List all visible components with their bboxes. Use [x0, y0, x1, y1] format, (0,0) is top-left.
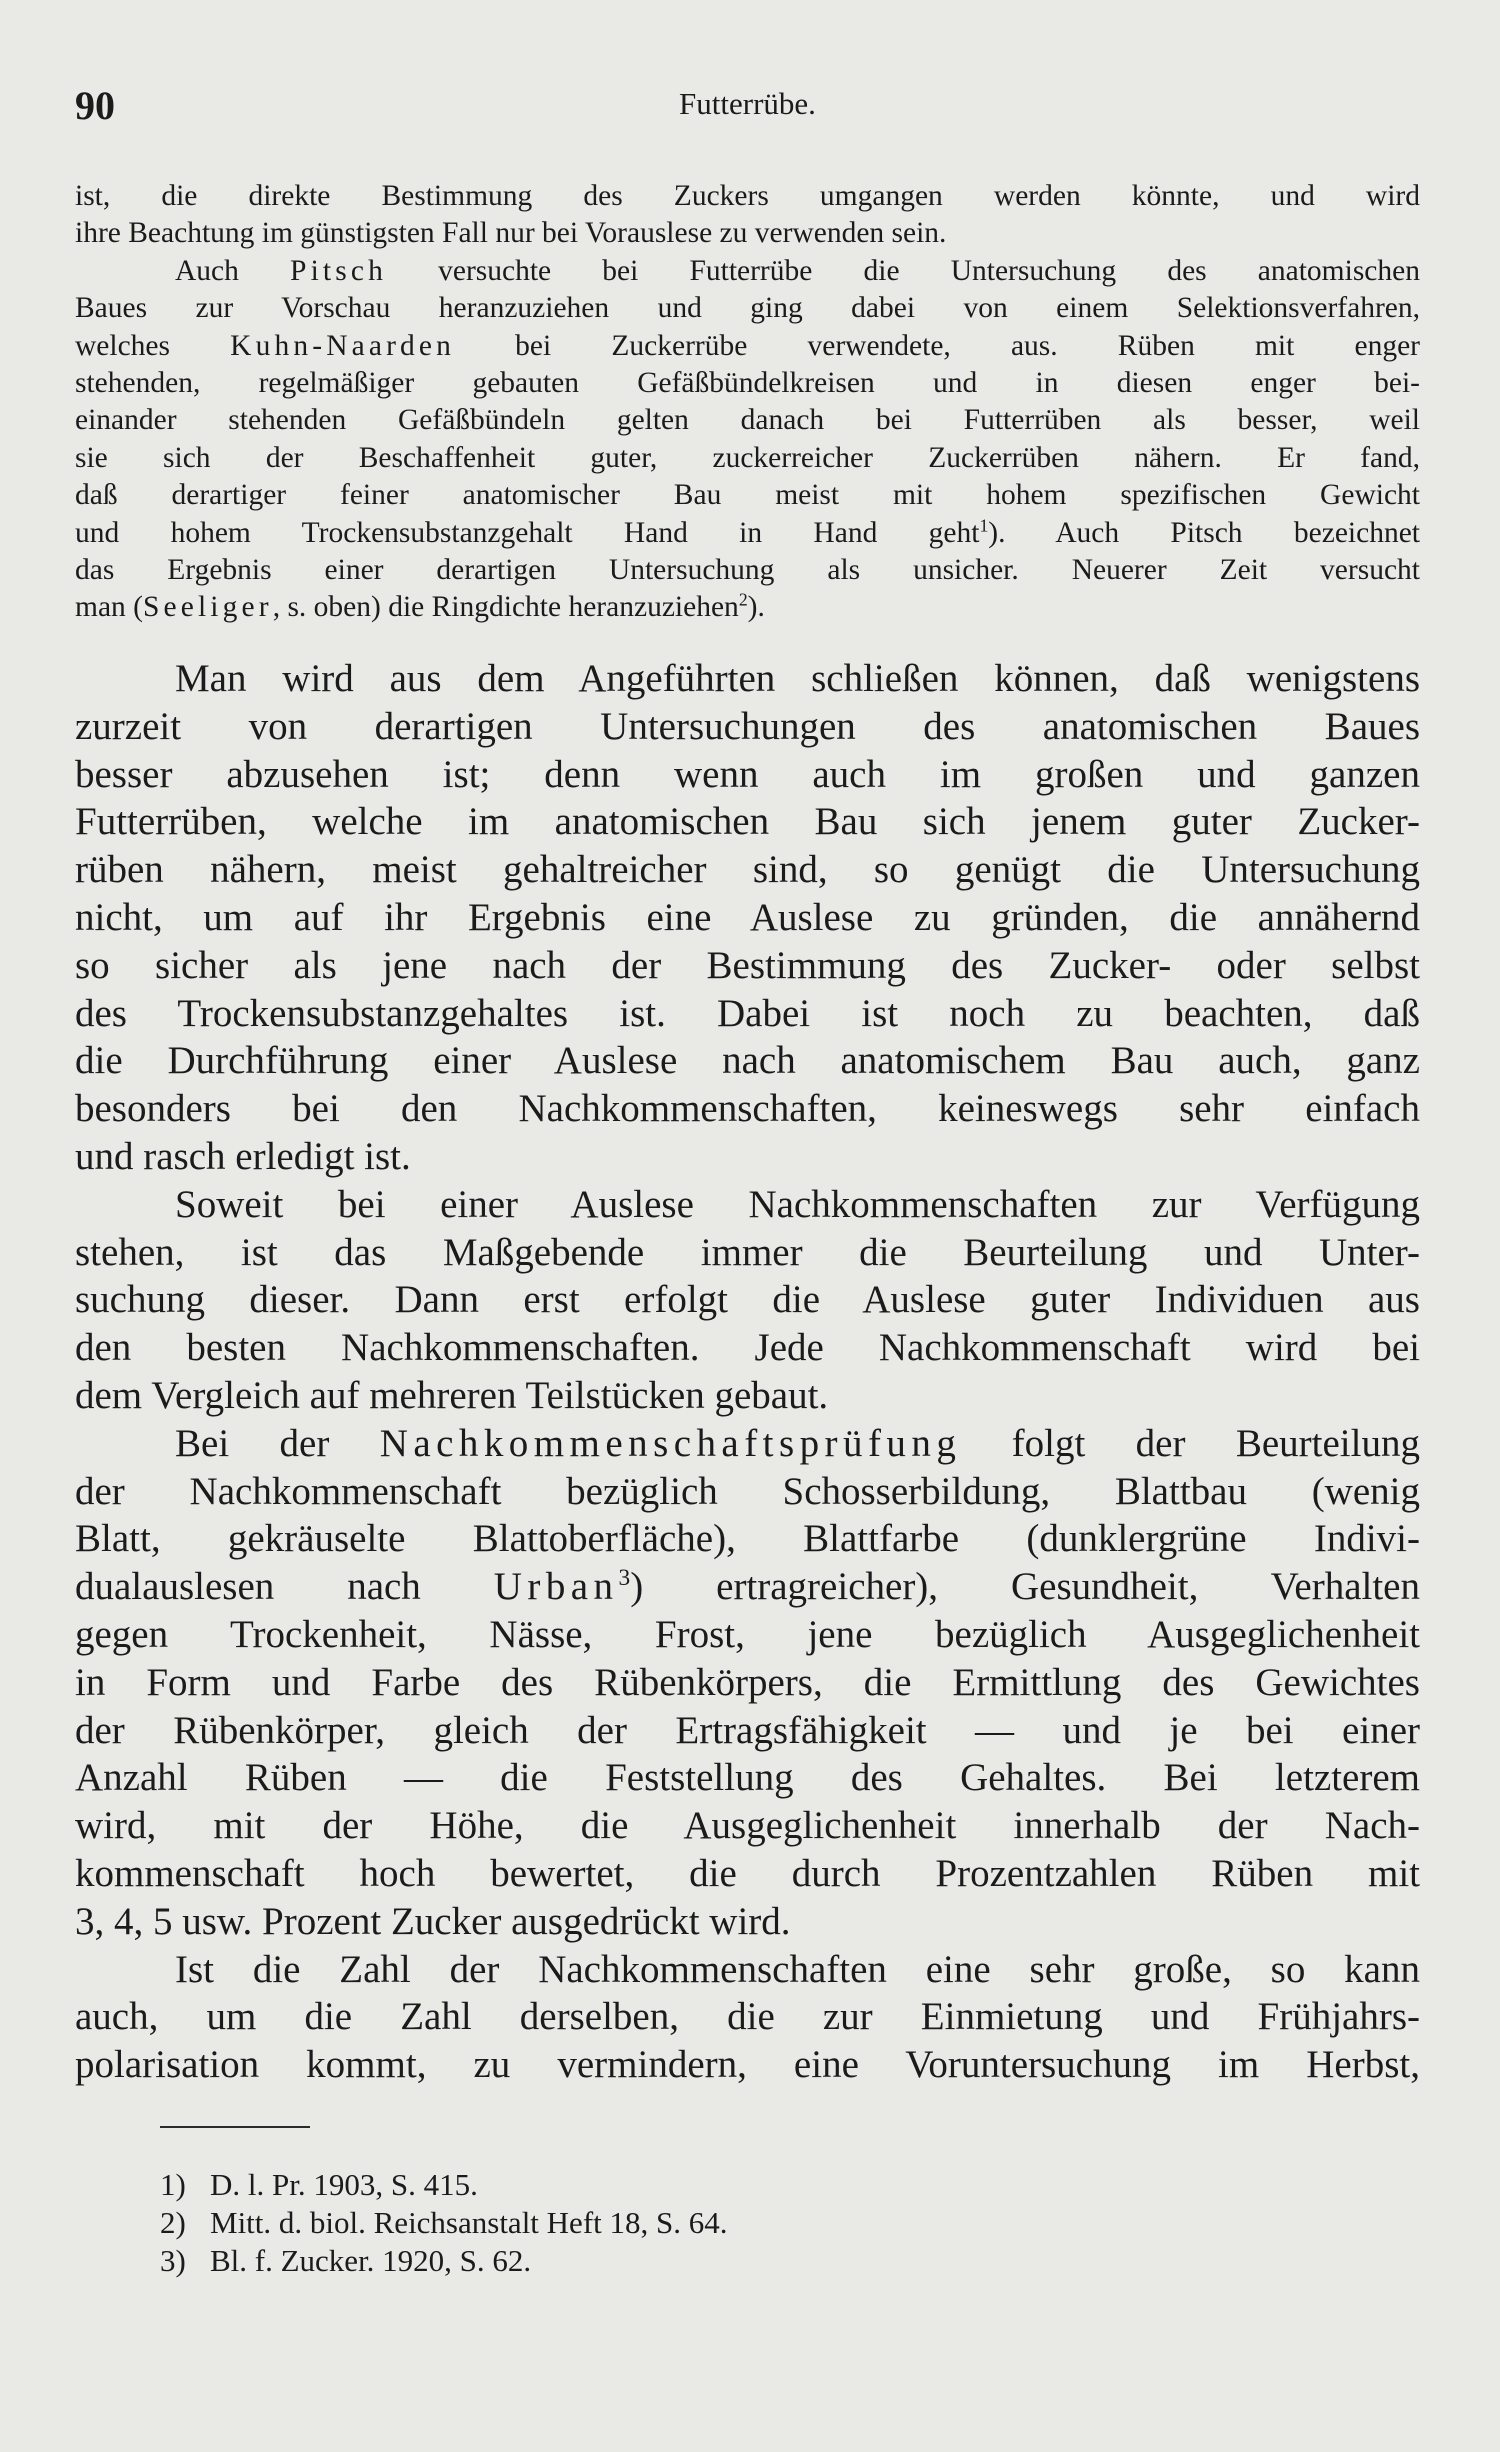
- text-line: wird, mit der Höhe, die Ausgeglichenheit innerhalb der Nach-: [75, 1804, 1420, 1848]
- text-line: stehen, ist das Maßgebende immer die Beurteilung und Unter-: [75, 1230, 1420, 1274]
- text-line: dualauslesen nach Urban$^3$) ertragreicher), Gesundheit, Verhalten: [75, 1565, 1420, 1609]
- text-line: Man wird aus dem Angeführten schließen können, daß wenigstens: [175, 657, 1420, 700]
- spaced-term: Nachkommenschaftsprüfung: [379, 1421, 962, 1465]
- text-line: des Trockensubstanzgehaltes ist. Dabei ist noch zu beachten, daß: [75, 991, 1420, 1035]
- page-header: [75, 82, 1420, 132]
- footnote-mark: 1): [160, 2167, 186, 2202]
- text-line: Futterrüben, welche im anatomischen Bau sich jenem guter Zucker-: [75, 800, 1420, 844]
- text-line: rüben nähern, meist gehaltreicher sind, so genügt die Untersuchung: [75, 848, 1420, 892]
- text-line: ist, die direkte Bestimmung des Zuckers umgangen werden könnte, und wird: [75, 180, 1420, 212]
- footnote-ref: 2: [738, 589, 748, 610]
- text-line: dem Vergleich auf mehreren Teilstücken gebaut.: [75, 1373, 829, 1417]
- text-line: besonders bei den Nachkommenschaften, keineswegs sehr einfach: [75, 1087, 1420, 1131]
- text-line: Baues zur Vorschau heranzuziehen und ging dabei von einem Selektionsverfahren,: [75, 292, 1420, 325]
- author-name: Kuhn-Naarden: [230, 329, 456, 362]
- text-line: den besten Nachkommenschaften. Jede Nachkommenschaft wird bei: [75, 1326, 1420, 1370]
- footnote-divider: [160, 2126, 310, 2128]
- footnote-text: Mitt. d. biol. Reichsanstalt Heft 18, S. 64.: [210, 2205, 728, 2240]
- text-line: 3, 4, 5 usw. Prozent Zucker ausgedrückt wird.: [75, 1899, 791, 1943]
- text-line: gegen Trockenheit, Nässe, Frost, jene bezüglich Ausgeglichenheit: [75, 1612, 1420, 1656]
- footnote-ref: 3: [618, 1565, 631, 1592]
- text-line: Bei der Nachkommenschaftsprüfung folgt der Beurteilung: [175, 1421, 1420, 1465]
- text-line: und hohem Trockensubstanzgehalt Hand in Hand geht$^1$). Auch Pitsch bezeichnet: [75, 515, 1420, 549]
- text-line: der Rübenkörper, gleich der Ertragsfähigkeit — und je bei einer: [75, 1708, 1420, 1752]
- text-line: stehenden, regelmäßiger gebauten Gefäßbündelkreisen und in diesen enger bei-: [75, 367, 1420, 400]
- text-line: man (Seeliger, s. oben) die Ringdichte heranzuziehen$^2$).: [75, 589, 765, 624]
- footnote: [160, 2204, 728, 2242]
- text-line: suchung dieser. Dann erst erfolgt die Auslese guter Individuen aus: [75, 1278, 1420, 1322]
- footnote-ref: 1: [979, 515, 989, 536]
- text-line: auch, um die Zahl derselben, die zur Einmietung und Frühjahrs-: [75, 1995, 1420, 2039]
- author-name: Seeliger: [143, 591, 273, 624]
- text-line: so sicher als jene nach der Bestimmung des Zucker- oder selbst: [75, 943, 1420, 987]
- text-line: Auch Pitsch versuchte bei Futterrübe die Untersuchung des anatomischen: [175, 254, 1420, 287]
- footnotes: [160, 2166, 728, 2280]
- running-title: Futterrübe.: [679, 86, 816, 121]
- text-line: Ist die Zahl der Nachkommenschaften eine sehr große, so kann: [175, 1947, 1420, 1991]
- footnote: [160, 2242, 728, 2280]
- text-line: welches Kuhn-Naarden bei Zuckerrübe verwendete, aus. Rüben mit enger: [75, 329, 1420, 362]
- text-line: Blatt, gekräuselte Blattoberfläche), Blattfarbe (dunklergrüne Indivi-: [75, 1517, 1420, 1561]
- body-text: [75, 655, 1420, 2089]
- text-line: Soweit bei einer Auslese Nachkommenschaften zur Verfügung: [175, 1182, 1420, 1226]
- text-line: besser abzusehen ist; denn wenn auch im großen und ganzen: [75, 752, 1420, 796]
- footnote-text: D. l. Pr. 1903, S. 415.: [210, 2167, 478, 2202]
- text-line: einander stehenden Gefäßbündeln gelten danach bei Futterrüben als besser, weil: [75, 404, 1420, 437]
- text-line: polarisation kommt, zu vermindern, eine Voruntersuchung im Herbst,: [75, 2043, 1420, 2087]
- footnote: [160, 2166, 728, 2204]
- text-line: das Ergebnis einer derartigen Untersuchung als unsicher. Neuerer Zeit versucht: [75, 554, 1420, 587]
- text-line: der Nachkommenschaft bezüglich Schosserbildung, Blattbau (wenig: [75, 1469, 1420, 1513]
- page-number: 90: [75, 83, 115, 128]
- text-line: Anzahl Rüben — die Feststellung des Gehaltes. Bei letzterem: [75, 1756, 1420, 1800]
- text-line: nicht, um auf ihr Ergebnis eine Auslese zu gründen, die annähernd: [75, 895, 1420, 939]
- text-line: und rasch erledigt ist.: [75, 1134, 411, 1178]
- author-name: Pitsch: [290, 254, 387, 287]
- small-print-block: [75, 178, 1420, 627]
- text-line: kommenschaft hoch bewertet, die durch Prozentzahlen Rüben mit: [75, 1851, 1420, 1895]
- text-line: zurzeit von derartigen Untersuchungen des anatomischen Baues: [75, 704, 1420, 748]
- footnote-mark: 3): [160, 2243, 186, 2278]
- text-line: ihre Beachtung im günstigsten Fall nur bei Vorauslese zu verwenden sein.: [75, 217, 947, 250]
- footnote-text: Bl. f. Zucker. 1920, S. 62.: [210, 2243, 532, 2278]
- author-name: Urban: [493, 1565, 619, 1609]
- text-line: in Form und Farbe des Rübenkörpers, die Ermittlung des Gewichtes: [75, 1660, 1420, 1704]
- text-line: daß derartiger feiner anatomischer Bau meist mit hohem spezifischen Gewicht: [75, 479, 1420, 512]
- text-line: sie sich der Beschaffenheit guter, zuckerreicher Zuckerrüben nähern. Er fand,: [75, 441, 1420, 474]
- text-line: die Durchführung einer Auslese nach anatomischem Bau auch, ganz: [75, 1039, 1420, 1083]
- footnote-mark: 2): [160, 2205, 186, 2240]
